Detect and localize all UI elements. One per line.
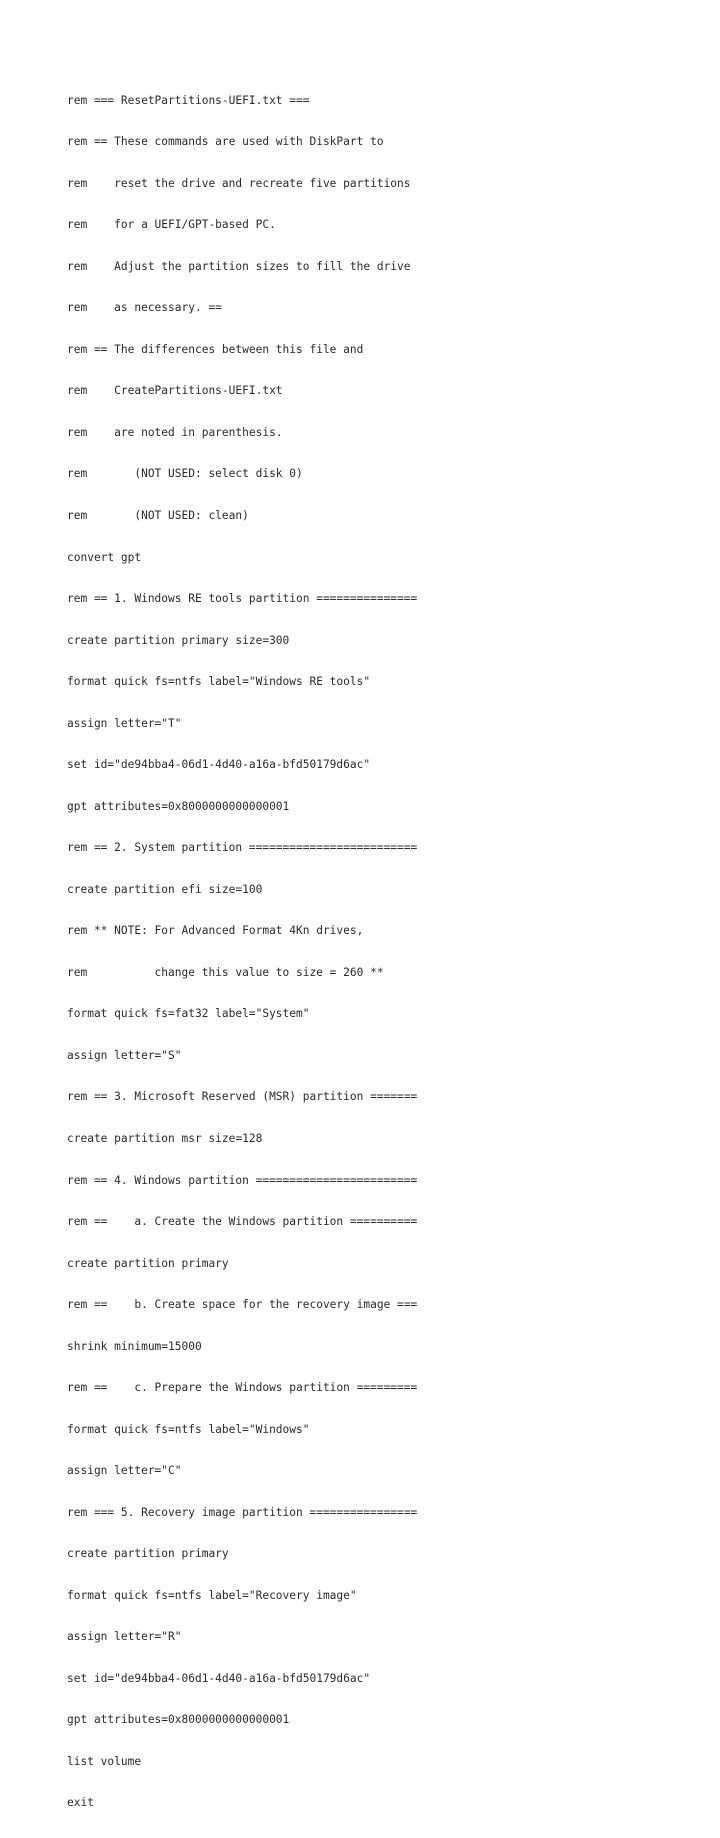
script-line: rem === ResetPartitions-UEFI.txt === <box>67 93 310 107</box>
script-line: assign letter="S" <box>67 1048 182 1062</box>
script-line: format quick fs=ntfs label="Windows RE tools" <box>67 675 371 689</box>
script-line: gpt attributes=0x8000000000000001 <box>67 1713 290 1727</box>
script-line: rem reset the drive and recreate five partitions <box>67 176 411 190</box>
script-line: shrink minimum=15000 <box>67 1339 202 1353</box>
script-line: rem (NOT USED: clean) <box>67 509 249 522</box>
script-line: set id="de94bba4-06d1-4d40-a16a-bfd50179d6ac" <box>67 758 371 772</box>
script-line: assign letter="R" <box>67 1630 182 1644</box>
script-line: rem ** NOTE: For Advanced Format 4Kn drives, <box>67 924 364 938</box>
script-line: rem == 4. Windows partition ======================== <box>67 1173 418 1187</box>
script-line: create partition efi size=100 <box>67 882 263 896</box>
script-line: format quick fs=ntfs label="Windows" <box>67 1422 310 1436</box>
script-line: exit <box>67 1796 94 1810</box>
script-line: rem == 3. Microsoft Reserved (MSR) partition ======= <box>67 1090 418 1104</box>
diskpart-script-text <box>67 66 707 1838</box>
script-line: rem == a. Create the Windows partition ========== <box>67 1215 418 1229</box>
script-line: create partition primary <box>67 1547 229 1561</box>
script-line: rem as necessary. == <box>67 301 222 315</box>
script-line: rem == b. Create space for the recovery image === <box>67 1298 418 1312</box>
script-line: rem for a UEFI/GPT-based PC. <box>67 218 276 232</box>
script-line: rem === 5. Recovery image partition ================ <box>67 1505 418 1519</box>
script-line: set id="de94bba4-06d1-4d40-a16a-bfd50179d6ac" <box>67 1671 371 1685</box>
script-line: list volume <box>67 1754 142 1768</box>
script-line: format quick fs=ntfs label="Recovery image" <box>67 1588 357 1602</box>
script-line: format quick fs=fat32 label="System" <box>67 1007 310 1021</box>
script-line: rem change this value to size = 260 ** <box>67 965 384 979</box>
script-line: assign letter="C" <box>67 1464 182 1478</box>
script-line: create partition primary size=300 <box>67 633 290 647</box>
script-line: rem Adjust the partition sizes to fill the drive <box>67 259 411 273</box>
script-line: rem == The differences between this file and <box>67 342 364 356</box>
script-line: rem CreatePartitions-UEFI.txt <box>67 384 283 398</box>
script-line: rem (NOT USED: select disk 0) <box>67 467 303 481</box>
script-line: rem == 1. Windows RE tools partition =============== <box>67 592 418 606</box>
script-line: create partition primary <box>67 1256 229 1270</box>
script-line: rem == c. Prepare the Windows partition ========= <box>67 1381 418 1395</box>
script-line: create partition msr size=128 <box>67 1131 263 1145</box>
script-line: rem are noted in parenthesis. <box>67 425 283 439</box>
script-line: rem == These commands are used with DiskPart to <box>67 135 384 149</box>
script-line: gpt attributes=0x8000000000000001 <box>67 799 290 813</box>
script-line: convert gpt <box>67 550 142 564</box>
script-line: rem == 2. System partition ========================= <box>67 841 418 855</box>
script-line: assign letter="T" <box>67 716 182 730</box>
